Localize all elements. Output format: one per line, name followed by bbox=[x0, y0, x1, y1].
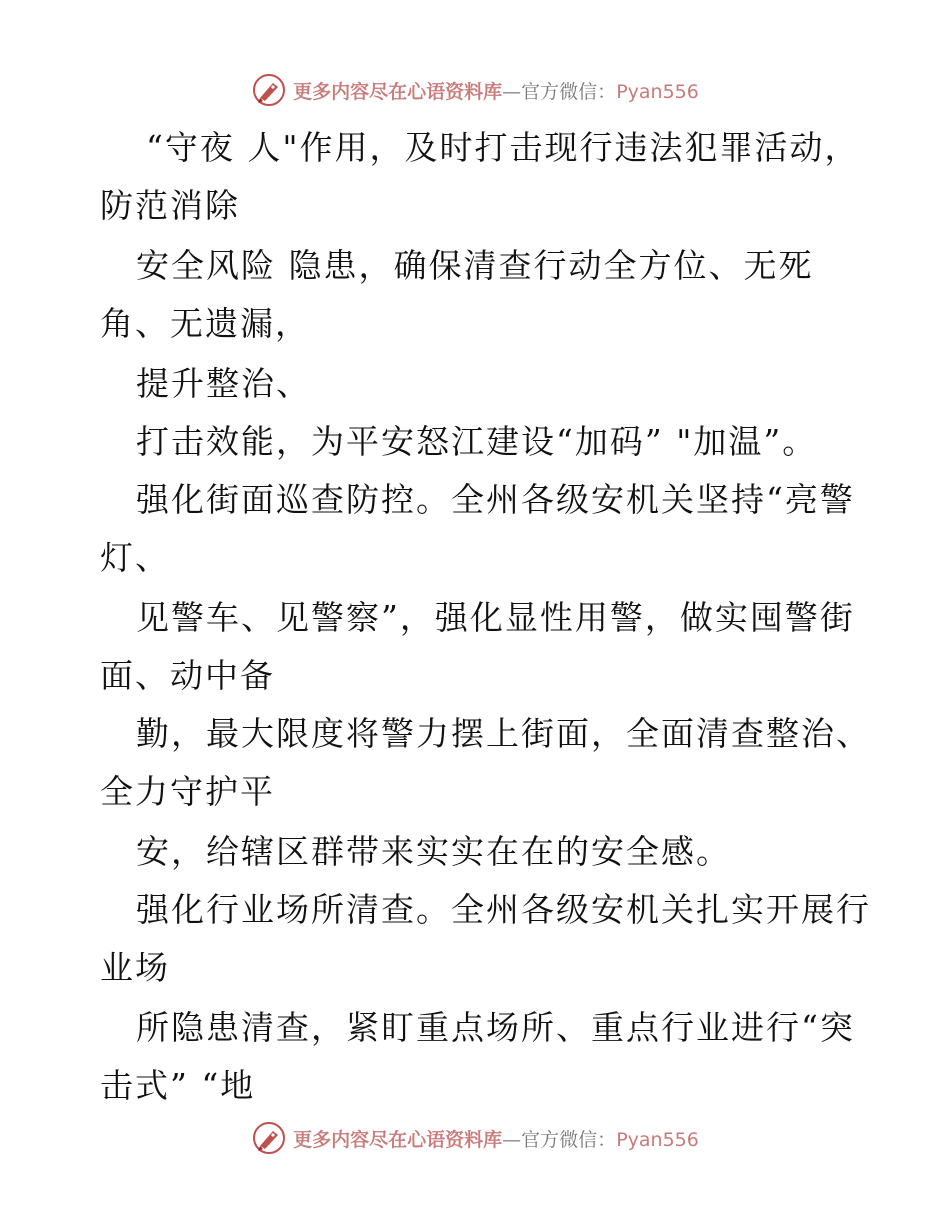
text-line: 打击效能，为平安怒江建设“加码” "加温”。 bbox=[136, 422, 818, 461]
text-line: 勤，最大限度将警力摆上街面，全面清查整治、 bbox=[136, 714, 871, 753]
footer-text bbox=[293, 1125, 699, 1152]
header-handle: Pyan556 bbox=[616, 80, 699, 103]
text-line: 强化街面巡查防控。全州各级安机关坚持“亮警 bbox=[136, 480, 855, 519]
text-line: 面、动中备 bbox=[100, 656, 275, 695]
footer-official-label: 官方微信： bbox=[521, 1128, 617, 1151]
footer-banner bbox=[0, 1118, 950, 1158]
text-line: 灯、 bbox=[100, 538, 170, 577]
text-line: 见警车、见警察”，强化显性用警，做实囤警街 bbox=[136, 598, 855, 637]
text-line: 强化行业场所清查。全州各级安机关扎实开展行 bbox=[136, 890, 871, 929]
text-line: 提升整治、 bbox=[136, 364, 311, 403]
text-line: 业场 bbox=[100, 948, 170, 987]
pen-nib-logo-icon bbox=[251, 72, 287, 108]
text-line: 安全风险 隐患，确保清查行动全方位、无死 bbox=[136, 246, 814, 285]
footer-site-name: 更多内容尽在心语资料库 bbox=[293, 1128, 503, 1151]
text-line: 全力守护平 bbox=[100, 772, 275, 811]
text-line: 安，给辖区群带来实实在在的安全感。 bbox=[136, 832, 731, 871]
header-official-label: 官方微信： bbox=[521, 80, 617, 103]
header-banner bbox=[0, 70, 950, 110]
header-text bbox=[293, 77, 699, 104]
header-site-name: 更多内容尽在心语资料库 bbox=[293, 80, 503, 103]
footer-handle: Pyan556 bbox=[616, 1128, 699, 1151]
text-line: “守夜 人"作用，及时打击现行违法犯罪活动， bbox=[146, 128, 860, 167]
text-line: 击式” “地 bbox=[100, 1066, 256, 1105]
pen-nib-logo-icon bbox=[251, 1120, 287, 1156]
text-line: 角、无遗漏， bbox=[100, 304, 310, 343]
header-dash: — bbox=[502, 80, 522, 103]
text-line: 所隐患清查，紧盯重点场所、重点行业进行“突 bbox=[136, 1008, 855, 1047]
footer-dash: — bbox=[502, 1128, 522, 1151]
text-line: 防范消除 bbox=[100, 186, 240, 225]
